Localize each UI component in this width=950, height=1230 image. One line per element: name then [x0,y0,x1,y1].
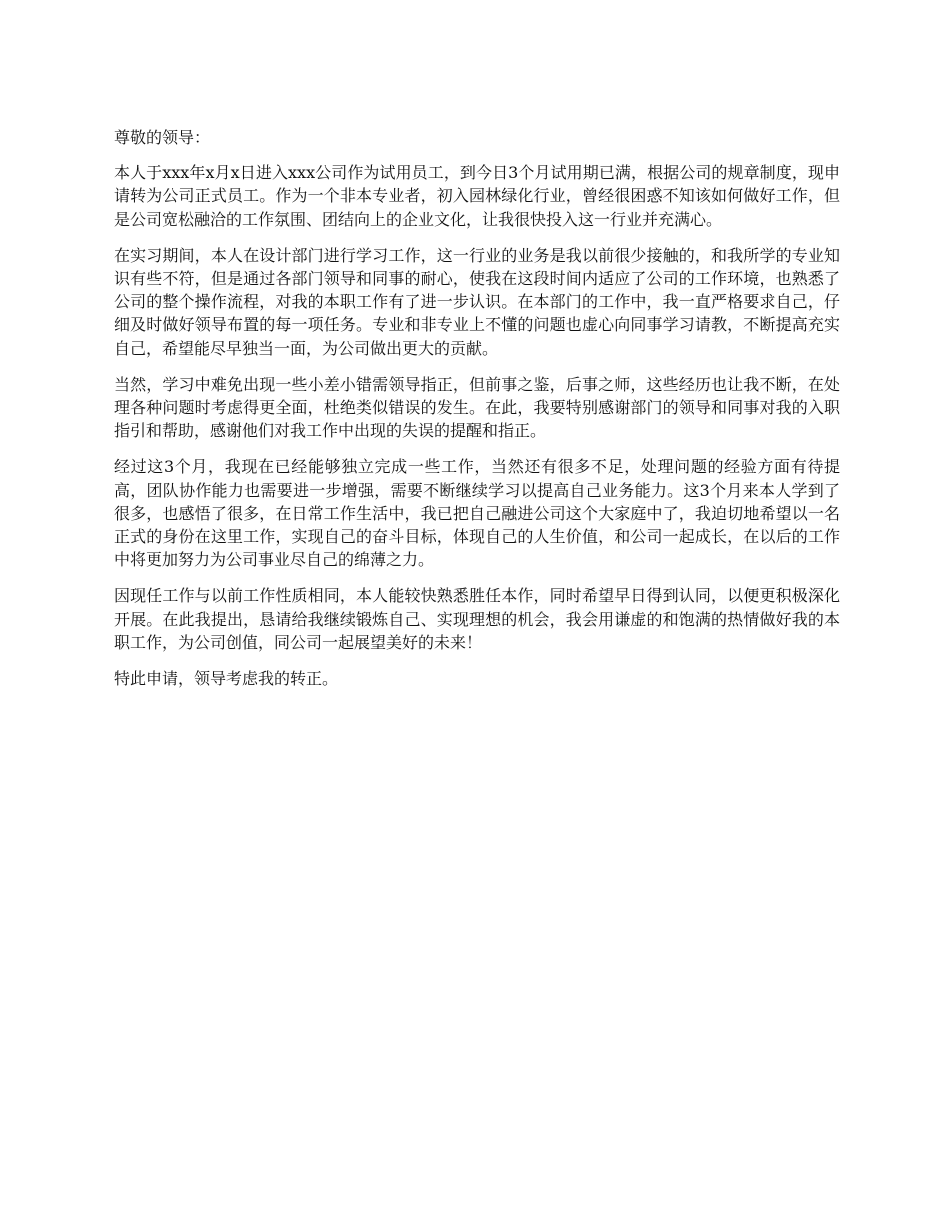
letter-paragraph-request: 因现任工作与以前工作性质相同，本人能较快熟悉胜任本作，同时希望早日得到认同，以便更积极深化开展。在此我提出，恳请给我继续锻炼自己、实现理想的机会，我会用谦虚的和饱满的热情做好我的本职工作，为公司创值，同公司一起展望美好的未来！ [114,586,840,652]
letter-paragraph-intro: 本人于xxx年x月x日进入xxx公司作为试用员工，到今日3个月试用期已满，根据公司的规章制度，现申请转为公司正式员工。作为一个非本专业者，初入园林绿化行业，曾经很困惑不知该如何做好工作，但是公司宽松融洽的工作氛围、团结向上的企业文化，让我很快投入这一行业并充满心。 [114,163,840,229]
letter-salutation: 尊敬的领导： [114,128,211,147]
letter-paragraph-internship: 在实习期间，本人在设计部门进行学习工作，这一行业的业务是我以前很少接触的，和我所学的专业知识有些不符，但是通过各部门领导和同事的耐心，使我在这段时间内适应了公司的工作环境，也熟悉了公司的整个操作流程，对我的本职工作有了进一步认识。在本部门的工作中，我一直严格要求自己，仔细及时做好领导布置的每一项任务。专业和非专业上不懂的问题也虚心向同事学习请教，不断提高充实自己，希望能尽早独当一面，为公司做出更大的贡献。 [114,245,840,358]
letter-paragraph-growth: 经过这3个月，我现在已经能够独立完成一些工作，当然还有很多不足，处理问题的经验方面有待提高，团队协作能力也需要进一步增强，需要不断继续学习以提高自己业务能力。这3个月来本人学到了很多，也感悟了很多，在日常工作生活中，我已把自己融进公司这个大家庭中了，我迫切地希望以一名正式的身份在这里工作，实现自己的奋斗目标，体现自己的人生价值，和公司一起成长，在以后的工作中将更加努力为公司事业尽自己的绵薄之力。 [114,457,840,570]
letter-closing: 特此申请，领导考虑我的转正。 [114,669,339,689]
letter-document [114,126,840,690]
letter-paragraph-gratitude: 当然，学习中难免出现一些小差小错需领导指正，但前事之鉴，后事之师，这些经历也让我不断，在处理各种问题时考虑得更全面，杜绝类似错误的发生。在此，我要特别感谢部门的领导和同事对我的入职指引和帮助，感谢他们对我工作中出现的失误的提醒和指正。 [114,374,840,441]
